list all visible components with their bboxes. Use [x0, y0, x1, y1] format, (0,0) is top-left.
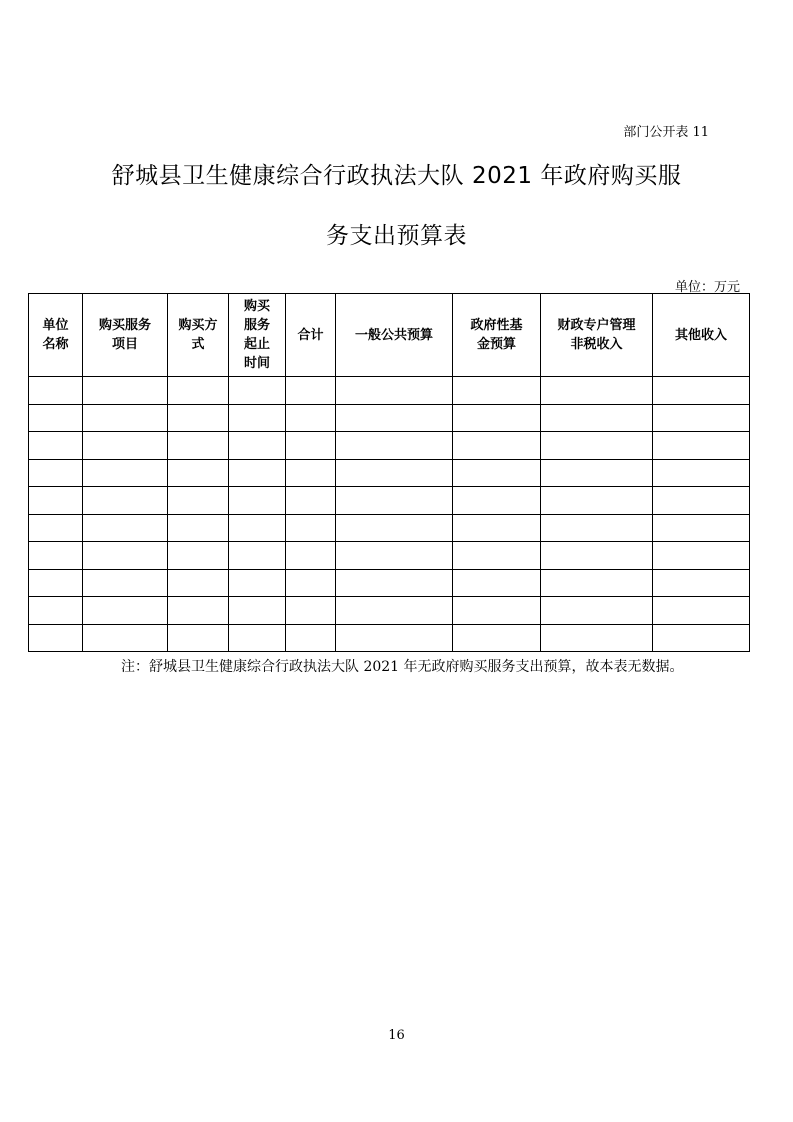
unit-label: 单位：万元	[674, 280, 740, 295]
table-cell	[83, 569, 168, 597]
table-cell	[653, 514, 750, 542]
table-cell	[453, 542, 541, 570]
table-cell	[653, 487, 750, 515]
table-body	[29, 377, 750, 652]
table-cell	[229, 432, 286, 460]
table-cell	[229, 404, 286, 432]
table-cell	[229, 569, 286, 597]
table-cell	[286, 569, 336, 597]
table-header-row	[29, 294, 750, 377]
table-cell	[229, 377, 286, 405]
table-cell	[653, 459, 750, 487]
table-cell	[453, 514, 541, 542]
table-cell	[286, 432, 336, 460]
table-cell	[286, 542, 336, 570]
table-cell	[653, 597, 750, 625]
table-cell	[541, 514, 653, 542]
table-cell	[286, 459, 336, 487]
header-other-income: 其他收入	[653, 294, 750, 377]
table-cell	[29, 624, 83, 652]
table-cell	[83, 377, 168, 405]
table-cell	[168, 514, 229, 542]
table-row	[29, 377, 750, 405]
table-cell	[653, 377, 750, 405]
table-number-label: 部门公开表 11	[623, 125, 709, 140]
table-cell	[29, 404, 83, 432]
table-row	[29, 597, 750, 625]
table-cell	[168, 459, 229, 487]
table-cell	[29, 377, 83, 405]
table-cell	[168, 597, 229, 625]
table-cell	[336, 624, 453, 652]
table-cell	[83, 542, 168, 570]
table-cell	[653, 624, 750, 652]
table-cell	[29, 542, 83, 570]
table-cell	[541, 542, 653, 570]
table-cell	[229, 597, 286, 625]
table-cell	[453, 404, 541, 432]
table-cell	[168, 569, 229, 597]
table-cell	[336, 597, 453, 625]
header-service-item: 购买服务项目	[83, 294, 168, 377]
table-cell	[541, 624, 653, 652]
table-cell	[229, 459, 286, 487]
table-cell	[453, 432, 541, 460]
table-cell	[286, 514, 336, 542]
table-cell	[336, 514, 453, 542]
page-number: 16	[388, 1028, 405, 1043]
table-cell	[83, 432, 168, 460]
table-cell	[29, 514, 83, 542]
page-title-line-1: 舒城县卫生健康综合行政执法大队 2021 年政府购买服	[111, 163, 682, 189]
table-cell	[453, 377, 541, 405]
table-row	[29, 404, 750, 432]
table-cell	[29, 459, 83, 487]
table-cell	[29, 597, 83, 625]
table-cell	[286, 597, 336, 625]
table-cell	[229, 624, 286, 652]
header-total: 合计	[286, 294, 336, 377]
table-cell	[541, 377, 653, 405]
table-cell	[541, 404, 653, 432]
table-cell	[229, 542, 286, 570]
table-cell	[336, 487, 453, 515]
table-cell	[336, 459, 453, 487]
table-cell	[653, 432, 750, 460]
table-cell	[83, 514, 168, 542]
table-cell	[453, 487, 541, 515]
table-cell	[541, 459, 653, 487]
table-row	[29, 514, 750, 542]
table-cell	[229, 514, 286, 542]
budget-table	[28, 293, 750, 652]
header-government-fund-budget: 政府性基金预算	[453, 294, 541, 377]
table-cell	[653, 569, 750, 597]
table-cell	[336, 569, 453, 597]
table-row	[29, 569, 750, 597]
table-cell	[286, 487, 336, 515]
table-cell	[83, 487, 168, 515]
table-cell	[541, 432, 653, 460]
table-cell	[83, 404, 168, 432]
table-cell	[168, 404, 229, 432]
table-row	[29, 459, 750, 487]
table-cell	[168, 624, 229, 652]
table-cell	[83, 624, 168, 652]
table-cell	[541, 487, 653, 515]
table-row	[29, 487, 750, 515]
table-cell	[29, 487, 83, 515]
table-cell	[229, 487, 286, 515]
table-row	[29, 542, 750, 570]
header-unit-name: 单位名称	[29, 294, 83, 377]
footnote: 注：舒城县卫生健康综合行政执法大队 2021 年无政府购买服务支出预算，故本表无数据。	[121, 659, 684, 675]
table-cell	[653, 542, 750, 570]
table-cell	[541, 569, 653, 597]
table-cell	[453, 597, 541, 625]
table-cell	[653, 404, 750, 432]
table-cell	[29, 432, 83, 460]
table-cell	[168, 432, 229, 460]
table-cell	[453, 459, 541, 487]
header-purchase-method: 购买方式	[168, 294, 229, 377]
table-row	[29, 432, 750, 460]
header-service-period: 购买服务起止时间	[229, 294, 286, 377]
table-cell	[83, 597, 168, 625]
table-cell	[83, 459, 168, 487]
table-cell	[29, 569, 83, 597]
table-cell	[286, 404, 336, 432]
table-cell	[453, 624, 541, 652]
table-cell	[168, 377, 229, 405]
table-cell	[336, 542, 453, 570]
page-title-line-2: 务支出预算表	[326, 223, 467, 249]
table-cell	[286, 377, 336, 405]
table-cell	[336, 432, 453, 460]
table-cell	[286, 624, 336, 652]
table-cell	[336, 404, 453, 432]
table-cell	[168, 542, 229, 570]
table-cell	[453, 569, 541, 597]
table-cell	[336, 377, 453, 405]
table-row	[29, 624, 750, 652]
table-cell	[541, 597, 653, 625]
header-special-account-income: 财政专户管理非税收入	[541, 294, 653, 377]
table-cell	[168, 487, 229, 515]
header-general-public-budget: 一般公共预算	[336, 294, 453, 377]
